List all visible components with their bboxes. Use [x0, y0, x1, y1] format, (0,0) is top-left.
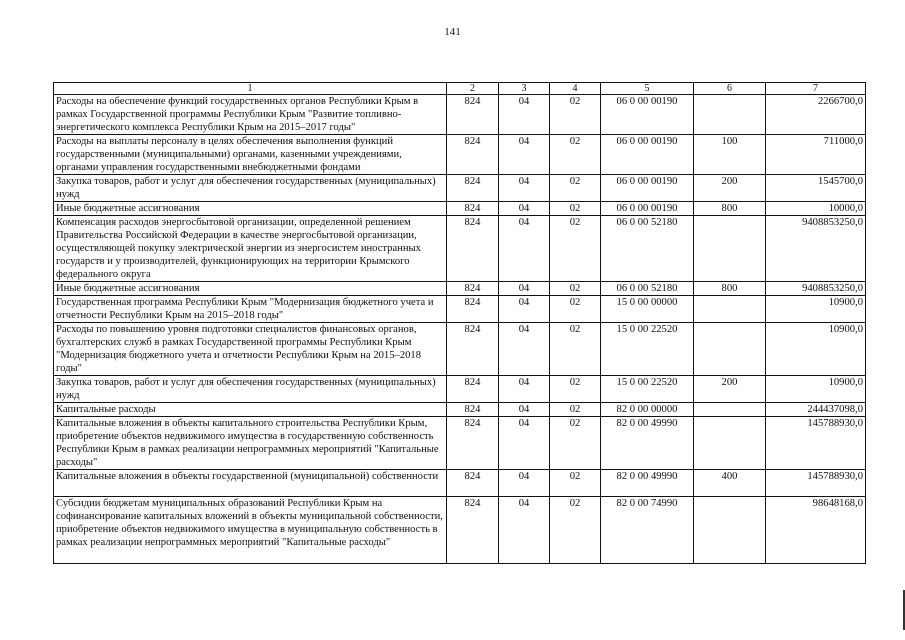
row-section-cell: 04 [499, 296, 550, 323]
row-name-cell: Субсидии бюджетам муниципальных образований Республики Крым на софинансирование капитальных вложений в объекты муниципальной собственности, приобретение объектов недвижимого имущества в муниципальную собственность в рамках реализации непрограммных мероприятий "Капитальные расходы" [54, 497, 447, 564]
row-expense-type-cell: 200 [694, 175, 766, 202]
budget-table [53, 82, 866, 564]
row-expense-type-cell: 100 [694, 135, 766, 175]
row-grbs-cell: 824 [447, 175, 499, 202]
header-row [54, 83, 866, 95]
row-subsection-cell: 02 [550, 497, 601, 564]
header-cell: 5 [601, 83, 694, 95]
row-name-cell: Компенсация расходов энергосбытовой организации, определенной решением Правительства Российской Федерации в качестве энергосбытовой организации, осуществляющей покупку электрической энергии из энергосистем иностранных государств и у производителей, функционирующих на территории Крымского федерального округа [54, 216, 447, 282]
row-name-cell: Расходы на выплаты персоналу в целях обеспечения выполнения функций государственными (муниципальными) органами, казенными учреждениями, органами управления государственными внебюджетными фондами [54, 135, 447, 175]
table-row [54, 216, 866, 282]
row-grbs-cell: 824 [447, 470, 499, 497]
row-subsection-cell: 02 [550, 135, 601, 175]
row-subsection-cell: 02 [550, 282, 601, 296]
row-amount-cell: 1545700,0 [766, 175, 866, 202]
table-row [54, 403, 866, 417]
row-amount-cell: 711000,0 [766, 135, 866, 175]
row-name-cell: Капитальные вложения в объекты государственной (муниципальной) собственности [54, 470, 447, 497]
row-target-article-cell: 82 0 00 49990 [601, 470, 694, 497]
row-subsection-cell: 02 [550, 403, 601, 417]
header-cell: 7 [766, 83, 866, 95]
row-grbs-cell: 824 [447, 135, 499, 175]
row-grbs-cell: 824 [447, 216, 499, 282]
row-section-cell: 04 [499, 470, 550, 497]
row-section-cell: 04 [499, 497, 550, 564]
row-grbs-cell: 824 [447, 95, 499, 135]
row-target-article-cell: 06 0 00 52180 [601, 216, 694, 282]
row-grbs-cell: 824 [447, 403, 499, 417]
row-subsection-cell: 02 [550, 175, 601, 202]
row-target-article-cell: 06 0 00 52180 [601, 282, 694, 296]
row-target-article-cell: 82 0 00 00000 [601, 403, 694, 417]
row-name-cell: Иные бюджетные ассигнования [54, 202, 447, 216]
row-section-cell: 04 [499, 95, 550, 135]
table-row [54, 282, 866, 296]
row-name-cell: Капитальные вложения в объекты капитального строительства Республики Крым, приобретение объектов недвижимого имущества в государственную собственность Республики Крым в рамках реализации непрограммных мероприятий "Капитальные расходы" [54, 417, 447, 470]
row-amount-cell: 145788930,0 [766, 417, 866, 470]
row-amount-cell: 9408853250,0 [766, 282, 866, 296]
row-target-article-cell: 06 0 00 00190 [601, 202, 694, 216]
row-expense-type-cell [694, 296, 766, 323]
row-amount-cell: 10900,0 [766, 296, 866, 323]
row-name-cell: Расходы на обеспечение функций государственных органов Республики Крым в рамках Государственной программы Республики Крым "Развитие топливно-энергетического комплекса Республики Крым на 2015–2017 годы" [54, 95, 447, 135]
row-expense-type-cell [694, 417, 766, 470]
row-subsection-cell: 02 [550, 95, 601, 135]
row-target-article-cell: 15 0 00 22520 [601, 323, 694, 376]
table-row [54, 95, 866, 135]
row-amount-cell: 10000,0 [766, 202, 866, 216]
row-name-cell: Иные бюджетные ассигнования [54, 282, 447, 296]
row-section-cell: 04 [499, 202, 550, 216]
row-target-article-cell: 15 0 00 00000 [601, 296, 694, 323]
row-section-cell: 04 [499, 216, 550, 282]
row-target-article-cell: 82 0 00 74990 [601, 497, 694, 564]
row-amount-cell: 2266700,0 [766, 95, 866, 135]
row-grbs-cell: 824 [447, 282, 499, 296]
row-grbs-cell: 824 [447, 323, 499, 376]
row-expense-type-cell: 800 [694, 202, 766, 216]
row-target-article-cell: 06 0 00 00190 [601, 95, 694, 135]
table-row [54, 135, 866, 175]
row-expense-type-cell [694, 323, 766, 376]
row-grbs-cell: 824 [447, 376, 499, 403]
row-name-cell: Капитальные расходы [54, 403, 447, 417]
row-amount-cell: 10900,0 [766, 323, 866, 376]
row-subsection-cell: 02 [550, 216, 601, 282]
row-section-cell: 04 [499, 323, 550, 376]
row-section-cell: 04 [499, 417, 550, 470]
table-row [54, 202, 866, 216]
row-expense-type-cell [694, 216, 766, 282]
table-row [54, 417, 866, 470]
table-row [54, 323, 866, 376]
row-section-cell: 04 [499, 376, 550, 403]
row-grbs-cell: 824 [447, 296, 499, 323]
row-name-cell: Закупка товаров, работ и услуг для обеспечения государственных (муниципальных) нужд [54, 376, 447, 403]
row-amount-cell: 145788930,0 [766, 470, 866, 497]
row-subsection-cell: 02 [550, 323, 601, 376]
header-cell: 2 [447, 83, 499, 95]
row-target-article-cell: 06 0 00 00190 [601, 135, 694, 175]
row-name-cell: Государственная программа Республики Крым "Модернизация бюджетного учета и отчетности Республики Крым на 2015–2018 годы" [54, 296, 447, 323]
row-expense-type-cell: 800 [694, 282, 766, 296]
row-subsection-cell: 02 [550, 470, 601, 497]
table-row [54, 470, 866, 497]
header-cell: 1 [54, 83, 447, 95]
row-amount-cell: 98648168,0 [766, 497, 866, 564]
row-subsection-cell: 02 [550, 417, 601, 470]
row-amount-cell: 244437098,0 [766, 403, 866, 417]
row-amount-cell: 10900,0 [766, 376, 866, 403]
row-amount-cell: 9408853250,0 [766, 216, 866, 282]
row-name-cell: Расходы по повышению уровня подготовки специалистов финансовых органов, бухгалтерских служб в рамках Государственной программы Республики Крым "Модернизация бюджетного учета и отчетности Республики Крым на 2015–2018 годы" [54, 323, 447, 376]
header-cell: 3 [499, 83, 550, 95]
table-row [54, 376, 866, 403]
header-cell: 4 [550, 83, 601, 95]
row-section-cell: 04 [499, 403, 550, 417]
table-row [54, 497, 866, 564]
row-subsection-cell: 02 [550, 376, 601, 403]
row-target-article-cell: 15 0 00 22520 [601, 376, 694, 403]
row-grbs-cell: 824 [447, 202, 499, 216]
row-section-cell: 04 [499, 282, 550, 296]
row-target-article-cell: 82 0 00 49990 [601, 417, 694, 470]
row-expense-type-cell [694, 95, 766, 135]
row-name-cell: Закупка товаров, работ и услуг для обеспечения государственных (муниципальных) нужд [54, 175, 447, 202]
row-expense-type-cell [694, 403, 766, 417]
header-cell: 6 [694, 83, 766, 95]
row-section-cell: 04 [499, 175, 550, 202]
row-section-cell: 04 [499, 135, 550, 175]
row-grbs-cell: 824 [447, 497, 499, 564]
row-grbs-cell: 824 [447, 417, 499, 470]
row-subsection-cell: 02 [550, 202, 601, 216]
row-subsection-cell: 02 [550, 296, 601, 323]
row-expense-type-cell [694, 497, 766, 564]
row-target-article-cell: 06 0 00 00190 [601, 175, 694, 202]
row-expense-type-cell: 400 [694, 470, 766, 497]
row-expense-type-cell: 200 [694, 376, 766, 403]
page-number: 141 [444, 26, 461, 38]
table-row [54, 175, 866, 202]
table-row [54, 296, 866, 323]
